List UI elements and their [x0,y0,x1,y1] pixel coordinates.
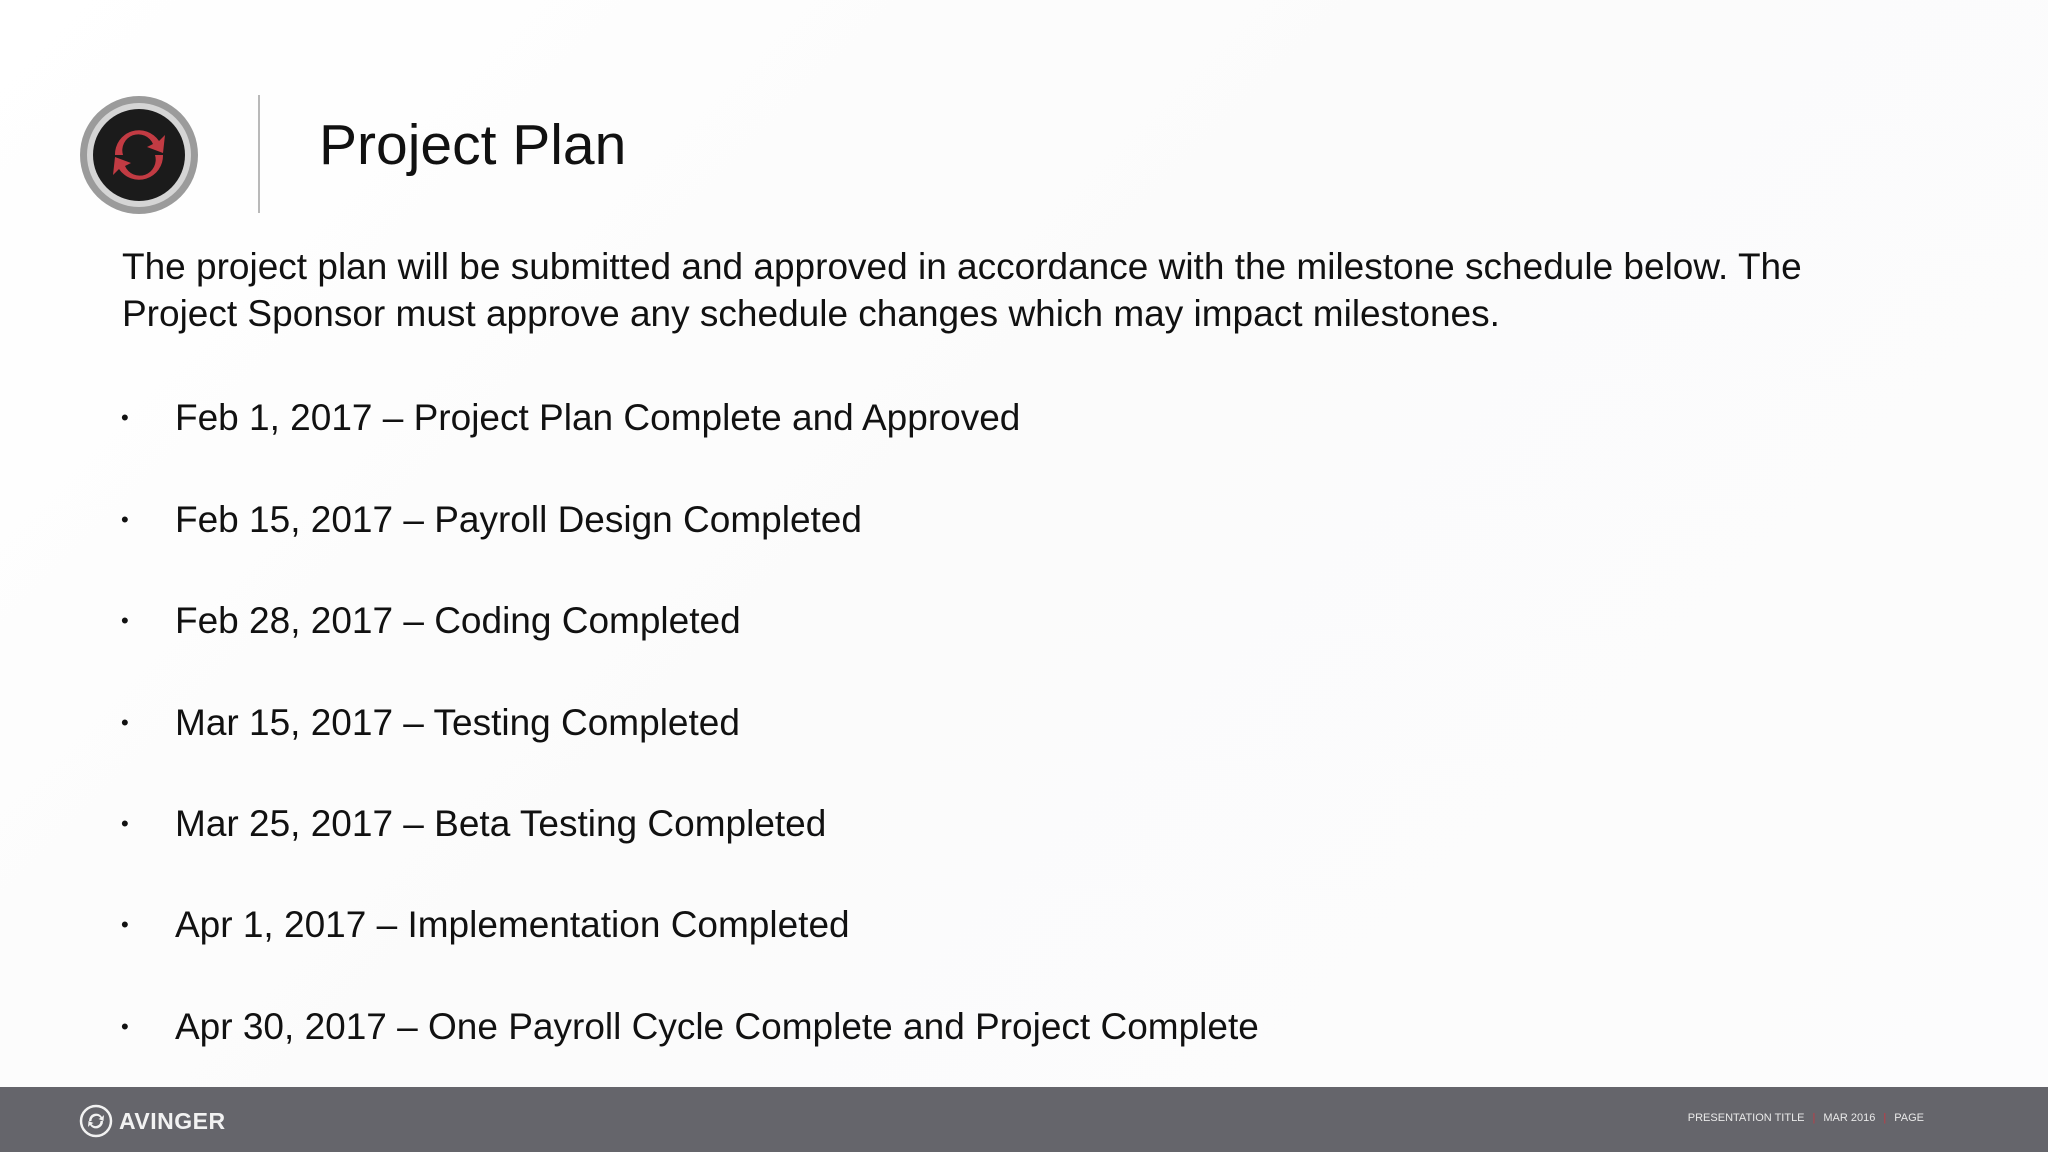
bullet-icon: • [121,507,129,532]
milestone-text: Feb 28, 2017 – Coding Completed [175,600,741,641]
milestone-text: Mar 25, 2017 – Beta Testing Completed [175,803,827,844]
footer-bar [0,1087,2048,1152]
milestone-text: Feb 15, 2017 – Payroll Design Completed [175,499,862,540]
page-title: Project Plan [319,113,627,177]
page-number: PAGE [1894,1112,1924,1124]
bullet-icon: • [121,912,129,937]
bullet-icon: • [121,710,129,735]
bullet-icon: • [121,608,129,633]
milestone-text: Feb 1, 2017 – Project Plan Complete and Approved [175,397,1021,438]
intro-paragraph: The project plan will be submitted and approved in accordance with the milestone schedule below. The Project Sponsor must approve any schedule changes which may impact milestones. [122,246,1802,334]
brand-name: AVINGER [119,1107,226,1134]
footer-separator: | [1883,1112,1887,1124]
bullet-icon: • [121,811,129,836]
header-divider [258,95,260,213]
footer-brand [79,1104,226,1138]
bullet-icon: • [121,1014,129,1039]
milestone-text: Mar 15, 2017 – Testing Completed [175,702,740,743]
footer-meta [1688,1112,1924,1124]
avinger-logo-icon [79,95,199,215]
presentation-title: PRESENTATION TITLE [1687,1112,1805,1124]
milestone-text: Apr 30, 2017 – One Payroll Cycle Complete and Project Complete [175,1006,1259,1047]
avinger-logo-icon [79,1104,113,1138]
footer-date: MAR 2016 [1823,1112,1876,1124]
bullet-icon: • [121,405,129,430]
footer-separator: | [1812,1112,1816,1124]
milestone-text: Apr 1, 2017 – Implementation Completed [175,904,850,945]
